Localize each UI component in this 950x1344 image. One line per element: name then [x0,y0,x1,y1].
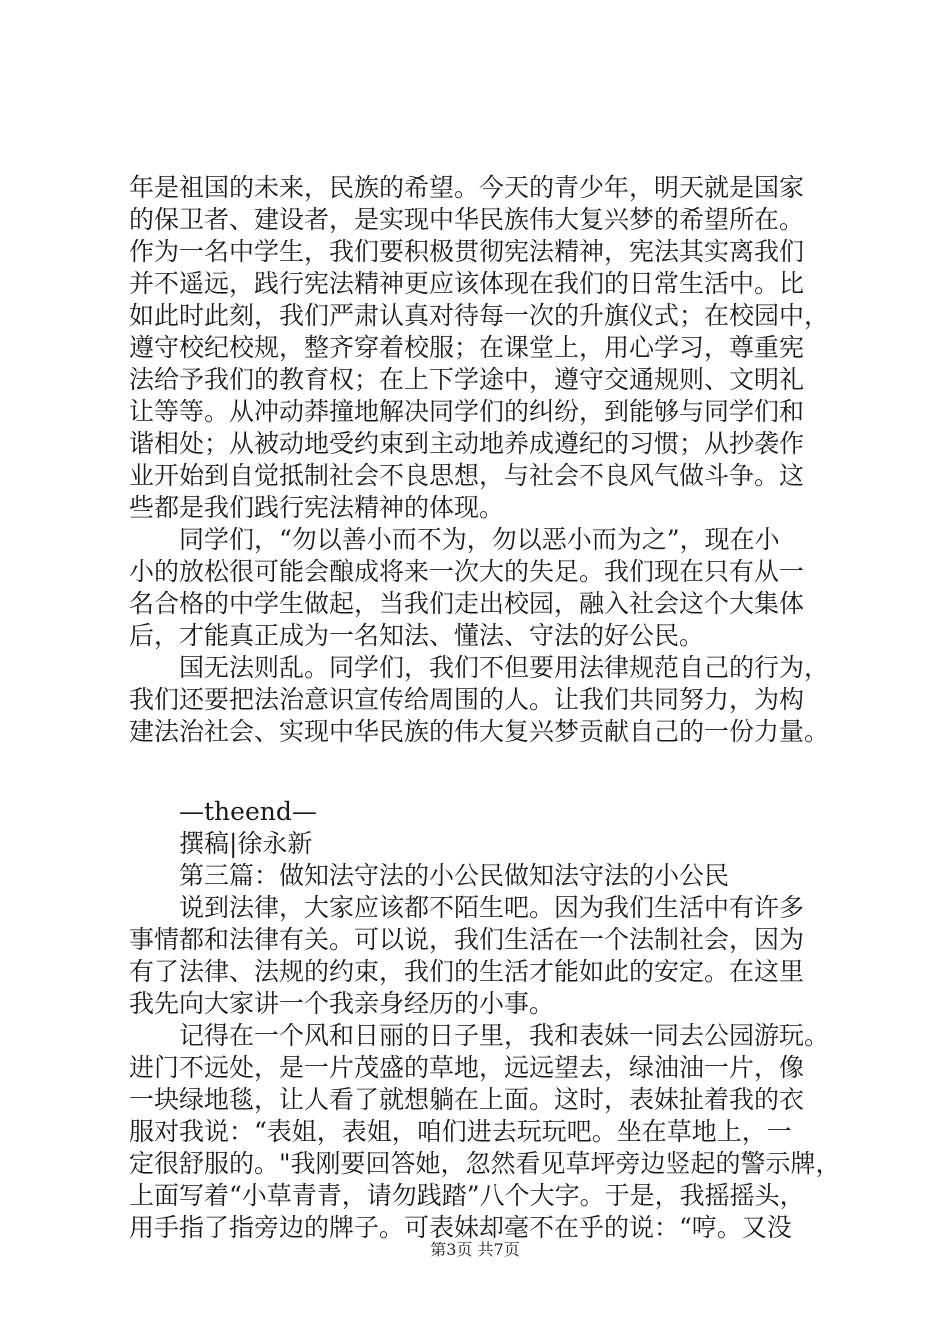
text-line: 国无法则乱。同学们，我们不但要用法律规范自己的行为， [179,653,830,682]
text-line: 用手指了指旁边的牌子。可表妹却毫不在乎的说：“哼。又没 [129,1213,792,1242]
page-number-footer: 第3页 共7页 [430,1240,520,1259]
text-line: 说到法律，大家应该都不陌生吧。因为我们生活中有许多 [179,893,805,922]
text-line: 记得在一个风和日丽的日子里，我和表妹一同去公园游玩。 [179,1021,830,1050]
text-line: 业开始到自觉抵制社会不良思想，与社会不良风气做斗争。这 [129,461,805,490]
paragraph-continuation [129,172,829,524]
text-line: 后，才能真正成为一名知法、懂法、守法的好公民。 [129,621,705,650]
text-line: 小的放松很可能会酿成将来一次大的失足。我们现在只有从一 [129,557,805,586]
document-body [129,172,841,1244]
text-line: 建法治社会、实现中华民族的伟大复兴梦贡献自己的一份力量。 [129,717,830,746]
text-line: 让等等。从冲动莽撞地解决同学们的纠纷，到能够与同学们和 [129,397,805,426]
text-line: 一块绿地毯，让人看了就想躺在上面。这时，表妹扯着我的衣 [129,1085,805,1114]
text-line: 我先向大家讲一个我亲身经历的小事。 [129,989,555,1018]
paragraph-intro [129,892,829,1020]
text-line: 作为一名中学生，我们要积极贯彻宪法精神，宪法其实离我们 [129,237,805,266]
text-line: 些都是我们践行宪法精神的体现。 [129,493,505,522]
text-line: 如此时此刻，我们严肃认真对待每一次的升旗仪式；在校园中， [129,301,830,330]
text-line: 同学们，“勿以善小而不为，勿以恶小而为之”，现在小 [179,525,780,554]
text-line: 事情都和法律有关。可以说，我们生活在一个法制社会，因为 [129,925,805,954]
author-line: 撰稿|徐永新 [179,829,313,858]
paragraph-conclusion [129,652,829,748]
text-line: 进门不远处，是一片茂盛的草地，远远望去，绿油油一片，像 [129,1053,805,1082]
text-line: 并不遥远，践行宪法精神更应该体现在我们的日常生活中。比 [129,269,805,298]
text-line: 的保卫者、建设者，是实现中华民族伟大复兴梦的希望所在。 [129,205,805,234]
text-line: 定很舒服的。"我刚要回答她，忽然看见草坪旁边竖起的警示牌， [129,1149,841,1178]
section-title: 第三篇：做知法守法的小公民做知法守法的小公民 [179,861,730,890]
text-line: 年是祖国的未来，民族的希望。今天的青少年，明天就是国家 [129,173,805,202]
text-line: 名合格的中学生做起，当我们走出校园，融入社会这个大集体 [129,589,805,618]
spacer [129,748,829,796]
text-line: 服对我说：“表姐，表姐，咱们进去玩玩吧。坐在草地上，一 [129,1117,792,1146]
text-line: 我们还要把法治意识宣传给周围的人。让我们共同努力，为构 [129,685,805,714]
paragraph-quote [129,524,829,652]
paragraph-story [129,1020,841,1244]
text-line: 上面写着“小草青青，请勿践踏”八个大字。于是，我摇摇头， [129,1181,805,1210]
text-line: 有了法律、法规的约束，我们的生活才能如此的安定。在这里 [129,957,805,986]
text-line: 法给予我们的教育权；在上下学途中，遵守交通规则、文明礼 [129,365,805,394]
the-end-mark: —theend— [179,797,317,826]
text-line: 谐相处；从被动地受约束到主动地养成遵纪的习惯；从抄袭作 [129,429,805,458]
text-line: 遵守校纪校规，整齐穿着校服；在课堂上，用心学习，尊重宪 [129,333,805,362]
